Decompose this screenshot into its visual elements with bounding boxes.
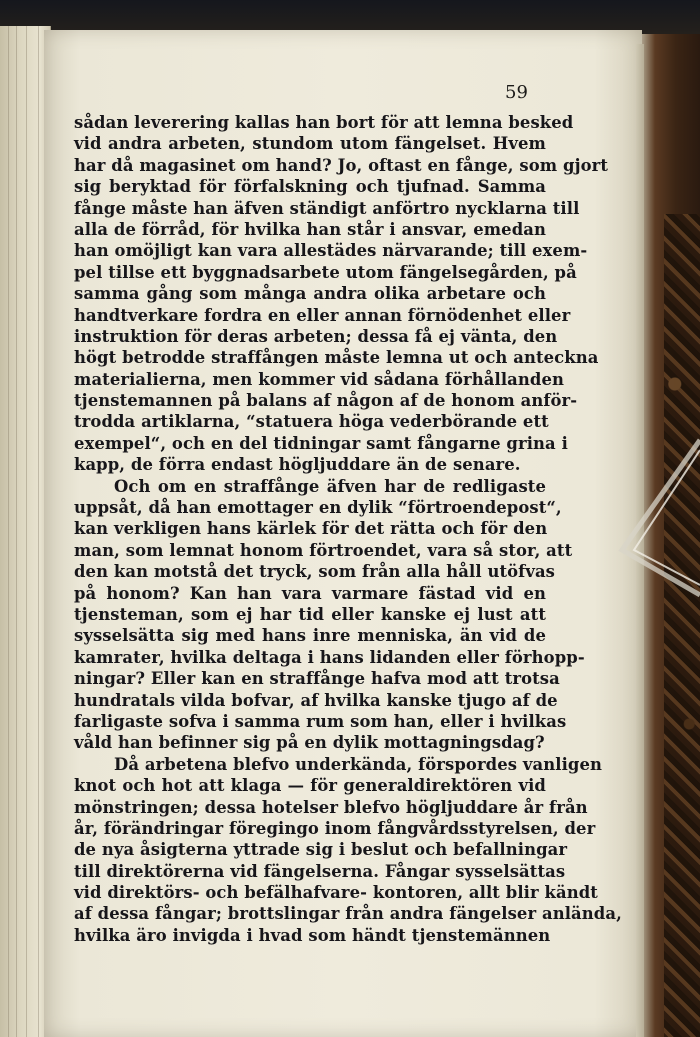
text-line: man, som lemnat honom förtroendet, vara så stor, att	[74, 540, 573, 560]
body-text	[74, 112, 622, 946]
text-line: kamrater, hvilka deltaga i hans lidanden eller förhopp-	[74, 647, 585, 667]
text-line: till direktörerna vid fängelserna. Fångar sysselsättas	[74, 861, 566, 881]
text-line: vid direktörs- och befälhafvare- kontoren, allt blir kändt	[74, 883, 598, 903]
text-line: fånge måste han äfven ständigt anförtro nycklarna till	[74, 198, 580, 218]
text-line: kan verkligen hans kärlek för det rätta och för den	[74, 519, 548, 539]
text-line: tjenstemannen på balans af någon af de honom anför-	[74, 391, 578, 411]
text-line: år, förändringar föregingo inom fångvårdsstyrelsen, der	[74, 818, 596, 838]
text-line: vid andra arbeten, stundom utom fängelset. Hvem	[74, 134, 546, 154]
text-line: alla de förråd, för hvilka han står i ansvar, emedan	[74, 219, 546, 239]
text-line: Och om en straffånge äfven har de redligaste	[114, 476, 546, 496]
text-line: pel tillse ett byggnadsarbete utom fängelsegården, på	[74, 262, 577, 282]
text-line: exempel“, och en del tidningar samt fångarne grina i	[74, 433, 568, 453]
text-line: våld han befinner sig på en dylik mottagningsdag?	[74, 733, 545, 753]
text-line: ningar? Eller kan en straffånge hafva mod att trotsa	[74, 669, 560, 689]
text-line: materialierna, men kommer vid sådana förhållanden	[74, 369, 564, 389]
text-line: på honom? Kan han vara varmare fästad vid en	[74, 583, 546, 603]
text-line: mönstringen; dessa hotelser blefvo högljuddare år från	[74, 797, 588, 817]
marbled-endpaper	[664, 214, 700, 1037]
book-top-edge	[0, 0, 700, 34]
text-line: af dessa fångar; brottslingar från andra fängelser anlända,	[74, 904, 622, 924]
text-line: han omöjligt kan vara allestädes närvarande; till exem-	[74, 241, 588, 261]
text-line: har då magasinet om hand? Jo, oftast en fånge, som gjort	[74, 155, 609, 175]
text-line: Då arbetena blefvo underkända, förspordes vanligen	[114, 754, 603, 774]
text-line: hvilka äro invigda i hvad som händt tjenstemännen	[74, 925, 551, 945]
text-line: farligaste sofva i samma rum som han, eller i hvilkas	[74, 711, 567, 731]
text-line: trodda artiklarna, “statuera höga vederbörande ett	[74, 412, 549, 432]
text-line: handtverkare fordra en eller annan förnödenhet eller	[74, 305, 571, 325]
text-line: tjensteman, som ej har tid eller kanske ej lust att	[74, 604, 546, 624]
text-line: högt betrodde straffången måste lemna ut och anteckna	[74, 348, 599, 368]
text-line: samma gång som många andra olika arbetare och	[74, 284, 546, 304]
text-line: hundratals vilda bofvar, af hvilka kanske tjugo af de	[74, 690, 558, 710]
text-line: knot och hot att klaga — för generaldirektören vid	[74, 776, 546, 796]
text-line: sådan leverering kallas han bort för att lemna besked	[74, 113, 574, 132]
text-line: sig beryktad för förfalskning och tjufnad. Samma	[74, 177, 546, 197]
page-number: 59	[505, 82, 528, 103]
text-line: kapp, de förra endast högljuddare än de senare.	[74, 455, 521, 475]
text-line: den kan motstå det tryck, som från alla håll utöfvas	[74, 562, 556, 582]
text-line: sysselsätta sig med hans inre menniska, än vid de	[74, 626, 546, 646]
text-line: uppsåt, då han emottager en dylik “förtroendepost“,	[74, 498, 562, 518]
text-line: de nya åsigterna yttrade sig i beslut och befallningar	[74, 840, 568, 860]
text-line: instruktion för deras arbeten; dessa få ej vänta, den	[74, 326, 558, 346]
bookmark-clip-icon	[612, 380, 700, 600]
